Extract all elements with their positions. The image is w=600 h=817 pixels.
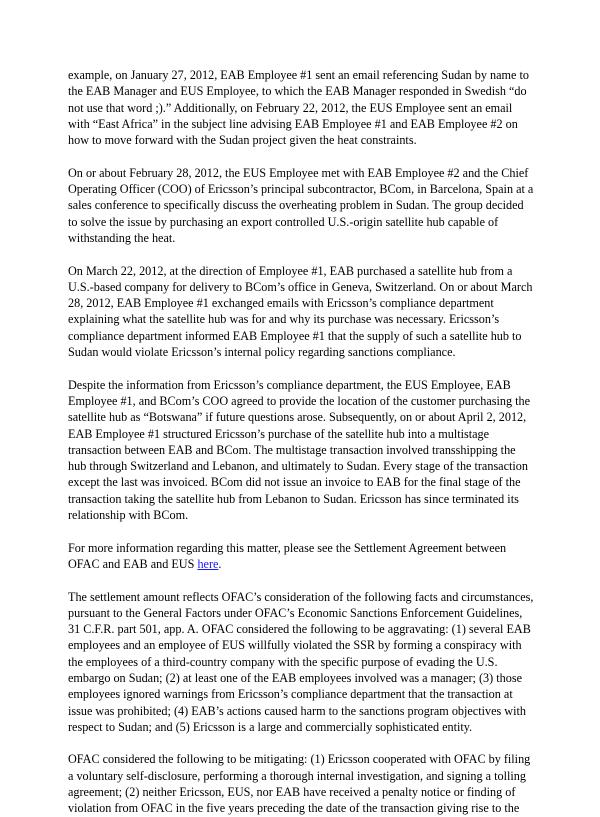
- paragraph-satellite-hub-purchase: On March 22, 2012, at the direction of Employee #1, EAB purchased a satellite hub from a U.S.-based company for delivery to BCom’s office in Geneva, Switzerland. On or about March 28, 2012, EAB Employee #1 exchanged emails with Ericsson’s compliance department explaining what the satellite hub was for and why its purchase was necessary. Ericsson’s compliance department informed EAB Employee #1 that the supply of such a satellite hub to Sudan would violate Ericsson’s internal policy regarding sanctions compliance.: [68, 263, 533, 360]
- paragraph-mitigating-factors: OFAC considered the following to be mitigating: (1) Ericsson cooperated with OFAC by filing a voluntary self-disclosure, performing a thorough internal investigation, and signing a tolling agreement; (2) neither Ericsson, EUS, nor EAB have received a penalty notice or finding of violation from OFAC in the five years preceding the date of the transaction giving rise to the: [68, 752, 531, 816]
- paragraph-settlement-link: [68, 540, 536, 573]
- paragraph-multistage-transaction: Despite the information from Ericsson’s compliance department, the EUS Employee, EAB Employee #1, and BCom’s COO agreed to provide the location of the customer purchasing the satellite hub as “Botswana” if future questions arose. Subsequently, on or about April 2, 2012, EAB Employee #1 structured Ericsson’s purchase of the satellite hub into a multistage transaction between EAB and BCom. The multistage transaction involved transshipping the hub through Switzerland and Lebanon, and ultimately to Sudan. Every stage of the transaction except the last was invoiced. BCom did not issue an invoice to EAB for the final stage of the transaction taking the satellite hub from Lebanon to Sudan. Ericsson has since terminated its relationship with BCom.: [68, 377, 530, 523]
- settlement-agreement-link[interactable]: here: [197, 556, 219, 571]
- settlement-link-suffix: .: [218, 556, 222, 571]
- settlement-link-prefix: For more information regarding this matter, please see the Settlement Agreement between OFAC and EAB and EUS: [68, 540, 507, 571]
- paragraph-barcelona-meeting: On or about February 28, 2012, the EUS Employee met with EAB Employee #2 and the Chief Operating Officer (COO) of Ericsson’s principal subcontractor, BCom, in Barcelona, Spain at a sales conference to specifically discuss the overheating problem in Sudan. The group decided to solve the issue by purchasing an export controlled U.S.-origin satellite hub capable of withstanding the heat.: [68, 165, 534, 245]
- paragraph-email-references: example, on January 27, 2012, EAB Employee #1 sent an email referencing Sudan by name to the EAB Manager and EUS Employee, to which the EAB Manager responded in Swedish “do not use that word ;).” Additionally, on February 22, 2012, the EUS Employee sent an email with “East Africa” in the subject line advising EAB Employee #1 and EAB Employee #2 on how to move forward with the Sudan project given the heat constraints.: [68, 68, 529, 148]
- paragraph-aggravating-factors: The settlement amount reflects OFAC’s consideration of the following facts and circumstances, pursuant to the General Factors under OFAC’s Economic Sanctions Enforcement Guidelines, 31 C.F.R. part 501, app. A. OFAC considered the following to be aggravating: (1) several EAB employees and an employee of EUS willfully violated the SSR by forming a conspiracy with the employees of a third-country company with the specific purpose of evading the U.S. embargo on Sudan; (2) at least one of the EAB employees involved was a manager; (3) those employees ignored warnings from Ericsson’s compliance department that the transaction at issue was prohibited; (4) EAB’s actions caused harm to the sanctions program objectives with respect to Sudan; and (5) Ericsson is a large and commercially sophisticated entity.: [68, 589, 534, 734]
- document-body: [68, 67, 536, 817]
